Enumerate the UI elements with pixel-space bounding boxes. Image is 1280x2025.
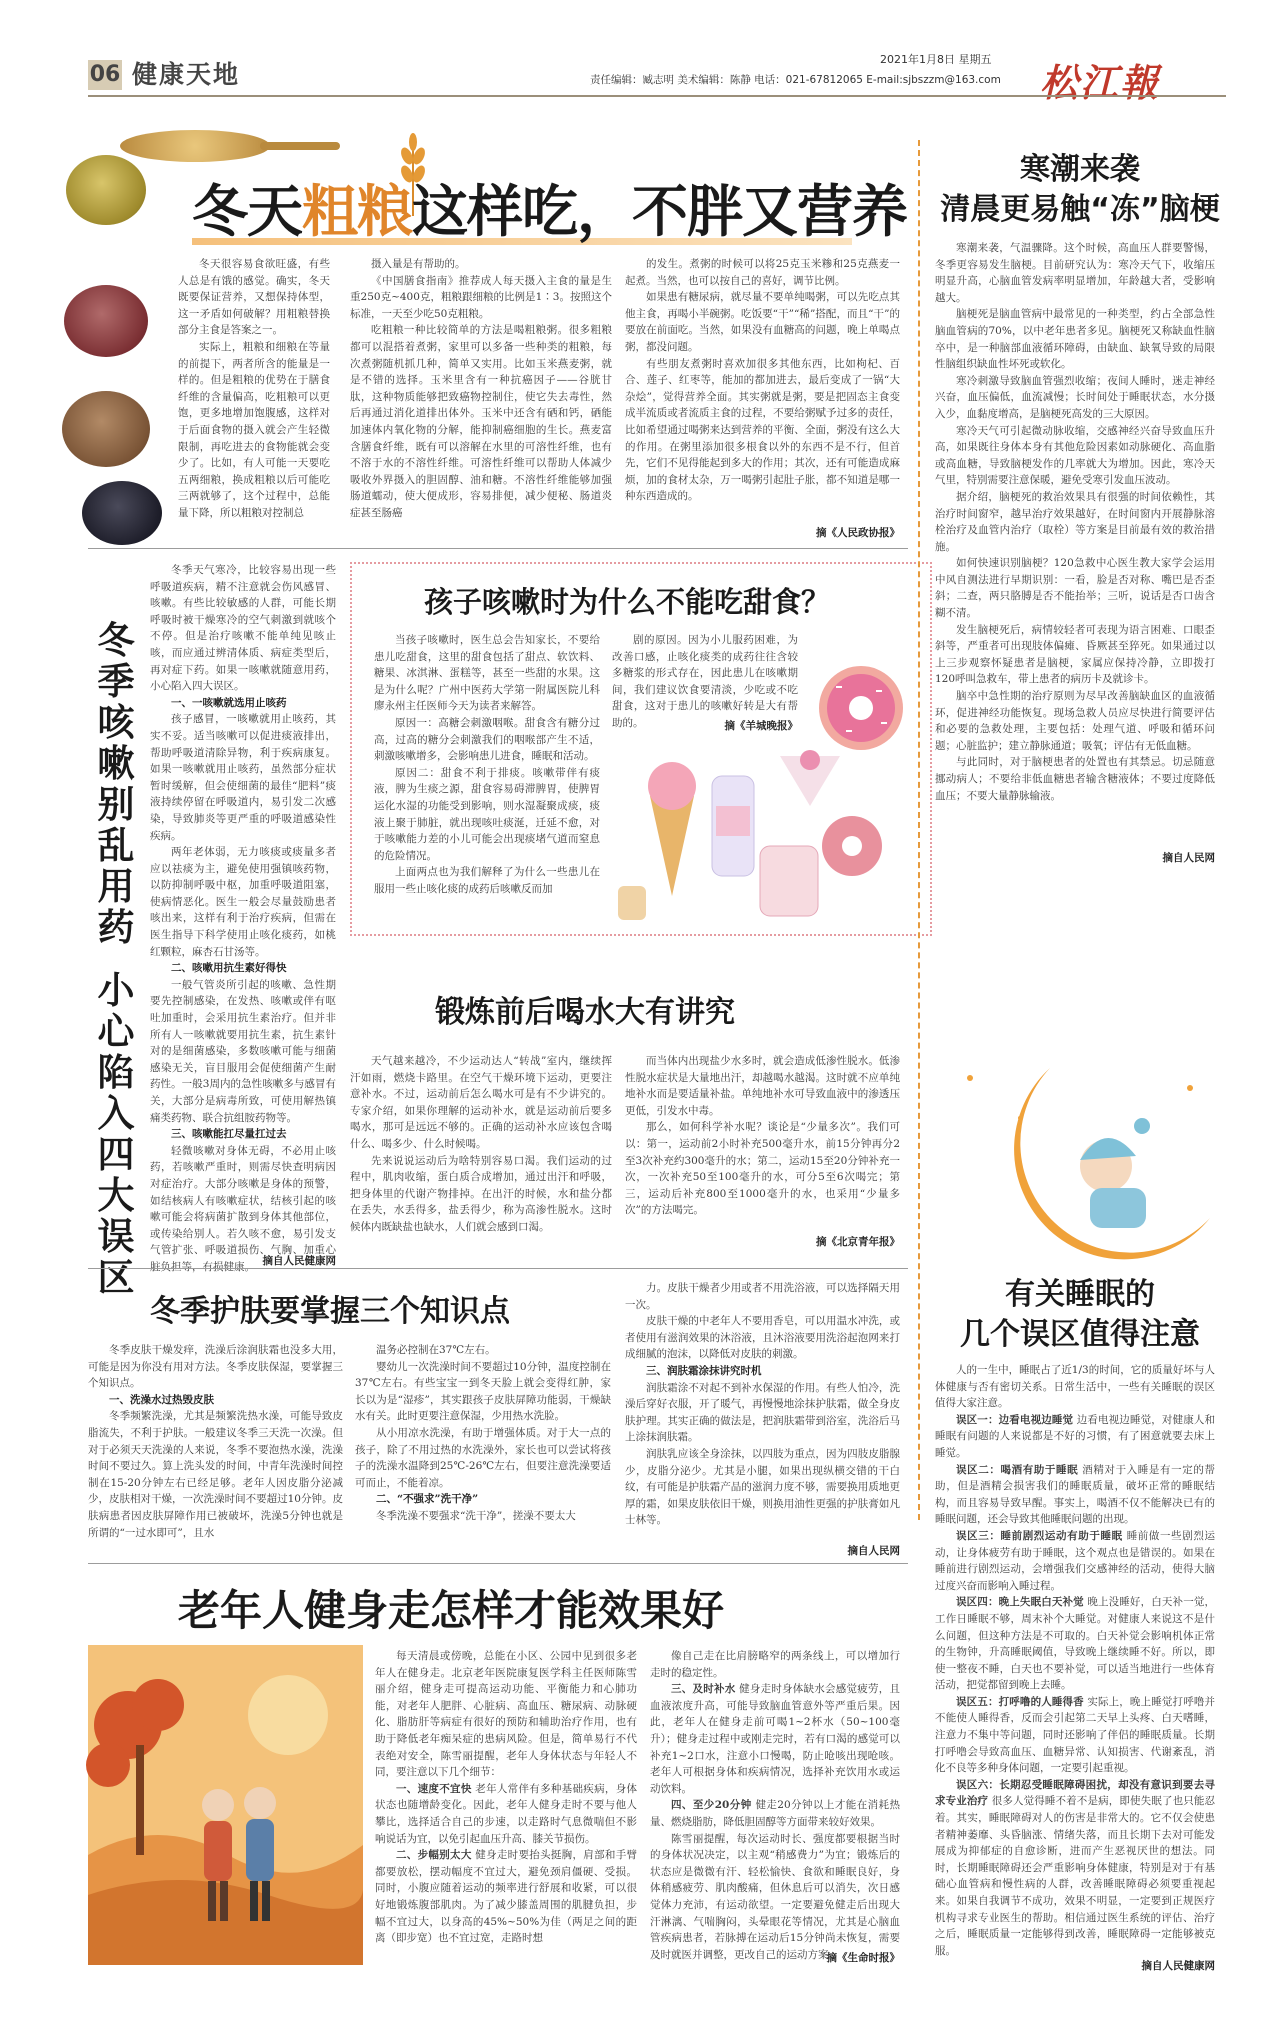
paragraph: 寒冷天气可引起微动脉收缩，交感神经兴奋导致血压升高，如果既往身体本身有其他危险因素如动脉硬化、高血脂或高血糖，导致脑梗发作的几率就大为增加。因此，寒冷天气里，特别需要注意保暖，避免受寒引发血压波动。 — [935, 424, 1215, 487]
paragraph-text: 边看电视边睡觉，对健康人和睡眠有问题的人来说都是不好的习惯，有了困意就要去床上睡觉。 — [935, 1413, 1216, 1459]
paragraph-text: 酒精对于入睡是有一定的帮助，但是酒精会损害我们的睡眠质量，破坏正常的睡眠结构，而且容易导致早醒。事实上，喝酒不仅不能解决已有的睡眠问题，还会导致其他睡眠问题的出现。 — [935, 1463, 1216, 1526]
kids-sweets-headline: 孩子咳嗽时为什么不能吃甜食？ — [423, 585, 830, 619]
paragraph: 冬季天气寒冷，比较容易出现一些呼吸道疾病，精不注意就会伤风感冒、咳嗽。有些比较敏感的人群，可能长期呼吸时被干燥寒冷的空气刺激到就咳个不停。但是治疗咳嗽不能单纯见咳止咳，而应通过辨清体质、病症类型后，再对症下药。如果一咳嗽就随意用药，小心陷入四大误区。 — [150, 564, 336, 693]
paragraph: 冬季洗澡不要强求“洗干净”，搓澡不要太大 — [376, 1509, 576, 1522]
paragraph: 而当体内出现盐少水多时，就会造成低渗性脱水。低渗性脱水症状是大量地出汗，却越喝水越渴。这时就不应单纯地补水而是要适量补盐。单纯地补水可导致血液中的渗透压更低，引发水中毒。 — [625, 1055, 900, 1117]
paragraph: 发生脑梗死后，病情较轻者可表现为语言困难、口眼歪斜等，严重者可出现肢体偏瘫、昏厥甚至猝死。如果通过以上三步观察怀疑患者是脑梗，家属应保持冷静，立即拨打120呼叫急救车，带上患者的病历卡及就诊卡。 — [935, 623, 1215, 686]
paragraph-text: 健身走时身体缺水会感觉疲劳，且血液浓度升高，可能导致脑血管意外等严重后果。因此，老年人在健身走前可喝1~2杯水（50~100毫升）；健身走过程中或刚走完时，若有口渴的感觉可以补充1~2口水，注意小口慢喝，防止呛咳出现呛咳。老年人可根据身体和疾病情况，选择补充饮用水或运动饮料。 — [650, 1683, 901, 1795]
headline-char: 别 — [97, 783, 135, 826]
divider — [88, 548, 908, 549]
header-rule — [88, 95, 1226, 97]
headline-char: 陷 — [97, 1051, 135, 1094]
cold-wave-headline-line-2: 清晨更易触“冻”脑梗 — [940, 192, 1220, 227]
a5-column-2 — [355, 1342, 611, 1557]
a8-source: 摘自人民健康网 — [1141, 1960, 1215, 1972]
headline-part-2: 这样吃，不胖又营养 — [412, 180, 907, 245]
paragraph: 先来说说运动后为啥特别容易口渴。我们运动的过程中，肌肉收缩，蛋白质合成增加，通过出汗和呼吸，把身体里的代谢产物排掉。在出汗的时候，水和盐分都在丢失，水丢得多，盐丢得少，称为高渗性脱水。这时候体内既缺盐也缺水，人们就会感到口渴。 — [350, 1154, 612, 1233]
paragraph: 原因二：甜食不利于排痰。咳嗽带伴有痰液，脾为生痰之源，甜食容易碍滞脾胃，使脾胃运化水湿的功能受到影响，则水湿凝聚成痰，痰液上聚于肺脏，就出现咳吐痰涎，迁延不愈，对于咳嗽能力差的小儿可能会出现痰堵气道而窒息的危险情况。 — [374, 766, 600, 862]
paragraph — [935, 1694, 1215, 1777]
section-title: 健康天地 — [132, 60, 241, 89]
cold-wave-headline-line-1: 寒潮来袭 — [1020, 152, 1140, 187]
a3-column-1 — [374, 632, 600, 922]
headline-char: 药 — [97, 906, 135, 949]
paragraph — [935, 1462, 1215, 1528]
headline-char: 入 — [97, 1092, 135, 1135]
paragraph — [375, 1781, 637, 1847]
paragraph — [650, 1797, 900, 1830]
subheading: 四、至少20分钟 — [671, 1799, 752, 1812]
paragraph-text: 晚上没睡好，白天补一觉，工作日睡眠不够，周末补个大睡觉。对健康人来说这不是什么问题，但这种方法是不可取的。白天补觉会影响机体正常的生物钟，升高睡眠阈值，导致晚上继续睡不好。所以，即使一整夜不睡，白天也不要补觉，可以适当地进行一些体育活动，把觉都留到晚上去睡。 — [935, 1596, 1216, 1692]
red-bean-bowl — [64, 285, 148, 357]
subheading: 三、及时补水 — [671, 1683, 736, 1696]
a5-column-1 — [88, 1342, 343, 1557]
paragraph: 润肤乳应该全身涂抹，以四肢为重点，因为四肢皮脂腺少，皮脂分泌少。尤其是小腿，如果出现纵横交错的干白纹，有可能是护肤霜产品的滋润力度不够，需要换用质地更厚的霜，如果皮肤依旧干燥，则换用油性更强的护肤膏如凡士林等。 — [625, 1447, 900, 1527]
paragraph: 原因一：高糖会刺激咽喉。甜食含有糖分过高，过高的糖分会刺激我们的咽喉部产生不适，刺激咳嗽增多，会影响患儿进食，睡眠和活动。 — [374, 716, 600, 763]
headline-char: 嗽 — [97, 742, 135, 785]
paragraph: 脑卒中急性期的治疗原则为尽早改善脑缺血区的血液循环，促进神经功能恢复。现场急救人员应尽快进行简要评估和必要的急救处理，主要包括：处理气道、呼吸和循环问题；心脏监护；建立静脉通道；吸氧；评估有无低血糖。 — [935, 690, 1215, 752]
headline-char: 咳 — [97, 701, 135, 744]
exercise-water-headline: 锻炼前后喝水大有讲究 — [435, 995, 735, 1030]
subheading: 一、洗澡水过热毁皮肤 — [109, 1393, 214, 1406]
headline-char: 季 — [97, 660, 135, 703]
headline-gap — [90, 948, 142, 970]
paragraph: 那么，如何科学补水呢？谈论是“少量多次”。我们可以：第一，运动前2小时补充500毫升水，前15分钟再分2至3次补充约300毫升的水；第二，运动15至20分钟补充一次，一次补充50至100毫升的水，可分5至6次喝完；第三，运动后补充800至1000毫升的水，也采用“少量多次”的方法喝完。 — [625, 1121, 900, 1217]
headline-char: 小 — [97, 969, 135, 1012]
grain-bowls-image — [60, 125, 170, 545]
paragraph — [650, 1681, 900, 1797]
paragraph: 冬季皮肤干燥发痒，洗澡后涂润肤霜也没多大用，可能是因为你没有用对方法。冬季皮肤保湿，要掌握三个知识点。 — [88, 1344, 343, 1390]
paragraph: 一般气管炎所引起的咳嗽、急性期要先控制感染，在发热、咳嗽或伴有呕吐加重时，会采用抗生素治疗。但并非所有人一咳嗽就要用抗生素，抗生素针对的是细菌感染，多数咳嗽可能与细菌感染无关，盲目服用会促使细菌产生耐药性。一般3周内的急性咳嗽多与感冒有关，大部分是病毒所致，可使用解热镇痛类药物、联合抗组胺药物等。 — [150, 978, 336, 1124]
column-divider — [918, 140, 920, 1520]
a7-body — [935, 240, 1215, 850]
subheading: 误区五：打呼噜的人睡得香 — [956, 1695, 1084, 1708]
paragraph: 实际上，粗粮和细粮在等量的前提下，两者所含的能量是一样的。但是粗粮的优势在于膳食纤维的含量偏高，吃粗粮可以更饱，更多地增加饱腹感，这样对于后面食物的摄入就会产生轻微限制，再吃进去的食物能就会变少了。比如，有人可能一天要吃五两细粮，换成粗粮以后可能吃三两就够了，这个过程中，总能量下降，所以粗粮对控制总 — [178, 340, 330, 519]
paragraph: 冬季频繁洗澡，尤其是频繁洗热水澡，可能导致皮脂流失，不利于护肤。一般建议冬季三天洗一次澡。但对于必须天天洗澡的人来说，冬季不要泡热水澡，洗澡时间不要过久。算上洗头发的时间，中青年洗澡时间控制在15-20分钟左右已经足够。老年人因皮脂分泌减少，皮肤相对干燥，一次洗澡时间不要超过10分钟。皮肤病患者因皮肤屏障作用已被破坏，洗澡5分钟也就是所谓的“一过水即可”，且水 — [88, 1410, 343, 1539]
subheading: 三、咳嗽能扛尽量扛过去 — [171, 1128, 287, 1141]
issue-date: 2021年1月8日 星期五 — [880, 53, 992, 66]
divider — [88, 1268, 908, 1269]
paragraph: 如何快速识别脑梗？120急救中心医生教大家学会运用中风自测法进行早期识别：一看，脸是否对称、嘴巴是否歪斜；二查，两只胳膊是否不能抬举；三听，说话是否口齿含糊不清。 — [935, 557, 1215, 620]
subheading: 二、步幅别太大 — [396, 1849, 472, 1862]
paragraph: 摄入量是有帮助的。 — [371, 258, 466, 270]
subheading: 误区二：喝酒有助于睡眠 — [956, 1463, 1079, 1476]
headline-char: 四 — [97, 1133, 135, 1176]
paragraph: 当孩子咳嗽时，医生总会告知家长，不要给患儿吃甜食，这里的甜食包括了甜点、软饮料、糖果、冰淇淋、蛋糕等，甚至一些甜的水果。这是为什么呢？广州中医药大学第一附属医院儿科廖永州主任医师今天为读者来解答。 — [374, 634, 600, 713]
paragraph: 像自己走在比肩膀略窄的两条线上，可以增加行走时的稳定性。 — [650, 1650, 900, 1679]
skincare-headline: 冬季护肤要掌握三个知识点 — [150, 1294, 510, 1329]
a1-column-1 — [178, 256, 330, 540]
paragraph: 陈雪丽提醒，每次运动时长、强度都要根据当时的身体状况决定，以主观“稍感费力”为宜；锻炼后的状态应是微微有汗、轻松愉快、食欲和睡眠良好，身体稍感疲劳、肌肉酸痛，但休息后可以消失，次日感觉体力充沛，有运动欲望。一定要避免健走后出现大汗淋漓、气喘胸闷，头晕眼花等情况，尤其是心脑血管疾病患者，若脉搏在运动后15分钟尚未恢复，需要及时就医并调整，更改自己的运动方案。 — [650, 1832, 900, 1961]
paragraph: 冬天很容易食欲旺盛，有些人总是有饿的感觉。确实，冬天既要保证营养，又想保持体型，这一矛盾如何破解？用粗粮替换部分主食是答案之一。 — [178, 258, 330, 337]
paragraph: 轻微咳嗽对身体无碍，不必用止咳药，若咳嗽严重时，则需尽快查明病因对症治疗。大部分咳嗽是身体的预警，如结核病人有咳嗽症状，结核引起的咳嗽可能会将病菌扩散到身体其他部位，或传染给别人。若久咳不愈，易引发支气管扩张、呼吸道损伤、气胸、加重心脏负担等，有损健康。 — [150, 1144, 336, 1273]
paragraph: 寒潮来袭，气温骤降。这个时候，高血压人群要警惕，冬季更容易发生脑梗。目前研究认为：寒冷天气下，收缩压明显升高，心脑血管发病率明显增加，年龄越大者，受影响越大。 — [935, 242, 1215, 304]
headline-char: 区 — [97, 1256, 135, 1299]
subheading: 误区六：长期忍受睡眠障碍困扰，却没有意识到要去寻求专业治疗 — [935, 1778, 1215, 1808]
a4-source: 摘《北京青年报》 — [816, 1236, 900, 1248]
paragraph-text: 睡前做一些剧烈运动，让身体疲劳有助于睡眠，这个观点也是错误的。如果在睡前进行剧烈运动，会增强我们交感神经的活动，使得大脑过度兴奋而影响入睡过程。 — [935, 1529, 1215, 1592]
a5-source: 摘自人民网 — [847, 1545, 900, 1557]
elderly-walking-headline: 老年人健身走怎样才能效果好 — [178, 1586, 725, 1635]
a1-column-2 — [350, 256, 612, 540]
subheading: 二、“不强求”洗干净” — [376, 1493, 479, 1506]
paragraph: 寒冷刺激导致脑血管强烈收缩；夜间人睡时，迷走神经兴奋，血压偏低，血流减慢；长时间处于睡眠状态，水分摄入少，血黏度增高，是脑梗死高发的三大原因。 — [935, 374, 1215, 420]
divider — [88, 1563, 908, 1564]
paragraph: 人的一生中，睡眠占了近1/3的时间，它的质量好坏与人体健康与否有密切关系。日常生活中，一些有关睡眠的误区值得大家注意。 — [935, 1364, 1215, 1410]
paragraph — [935, 1412, 1215, 1462]
headline-char: 用 — [97, 865, 135, 908]
a6-column-1 — [375, 1648, 637, 1965]
buckwheat-bowl — [62, 391, 150, 467]
subheading: 三、润肤霜涂抹讲究时机 — [646, 1364, 762, 1377]
headline-char: 大 — [97, 1174, 135, 1217]
subheading: 二、咳嗽用抗生素好得快 — [171, 962, 287, 975]
paragraph: 《中国膳食指南》推荐成人每天摄入主食的量是生重250克~400克，粗粮跟细粮的比例是1∶3。按照这个标准，一天至少吃50克粗粮。 — [350, 274, 612, 320]
sleep-headline-line-2: 几个误区值得注意 — [960, 1317, 1200, 1352]
paragraph: 吃粗粮一种比较简单的方法是喝粗粮粥。很多粗粮都可以混搭着煮粥，家里可以多备一些种类的粗粮，每次煮粥随机抓几种，简单又实用。比如玉米燕麦粥，就是不错的选择。玉米里含有一种抗癌因子——谷胱甘肽，这种物质能够把致癌物控制住，使它失去毒性，然后再通过消化道排出体外。玉米中还含有硒和钙，硒能加速体内氧化物的分解，能抑制癌细胞的生长。燕麦富含膳食纤维，既有可以溶解在水里的可溶性纤维，也有不溶于水的不溶性纤维。可溶性纤维可以帮助人体减少吸收外界摄入的胆固醇、油和糖。不溶性纤维能够加强肠道蠕动，使大便成形，容易排便，减少便秘、肠道炎症甚至肠癌 — [350, 324, 612, 519]
paragraph: 天气越来越冷，不少运动达人“转战”室内，继续挥汗如雨，燃烧卡路里。在空气干燥环境下运动，更要注意补水。不过，运动前后怎么喝水可是有不少讲究的。专家介绍，如果你理解的运动补水，就是运动前后要多喝水，那可是远远不够的。正确的运动补水应该包含喝什么、喝多少、什么时候喝。 — [350, 1055, 612, 1150]
headline-char: 冬 — [97, 619, 135, 662]
paragraph — [935, 1777, 1215, 1960]
paragraph: 孩子感冒，一咳嗽就用止咳药，其实不妥。适当咳嗽可以促进痰液排出，帮助呼吸道清除异物，利于疾病康复。如果一咳嗽就用止咳药，虽然部分症状暂时缓解，但会使细菌的最佳“肥料”痰液持续停留在呼吸道内，易引发二次感染，导致肺炎等更严重的呼吸道感染性疾病。 — [150, 713, 336, 842]
paragraph: 有些朋友煮粥时喜欢加很多其他东西，比如枸杞、百合、莲子、红枣等，能加的都加进去，最后变成了一锅“大杂烩”，觉得营养全面。其实粥就是粥，要是把固态主食变成半流质或者流质主食的过程，不要给粥赋予过多的责任，比如希望通过喝粥来达到营养的平衡、全面，粥没有这么大的作用。在粥里添加很多根食以外的东西不是不行，但首先，它们不见得能起到多大的作用；其次，还有可能造成麻烦，加的食材太杂，万一喝粥引起肚子胀，都不知道是哪一种东西造成的。 — [625, 357, 900, 503]
paragraph — [375, 1847, 637, 1947]
page-number: 06 — [88, 60, 122, 90]
headline-char: 心 — [97, 1010, 135, 1053]
paragraph: 剧的原因。因为小儿服药困难，为改善口感，止咳化痰类的成药往往含较多糖浆的形式存在，因此患儿在咳嗽期间，我们建议饮食要清淡，少吃或不吃甜食，这对于患儿的咳嗽好转是大有帮助的。 — [612, 634, 798, 729]
a4-column-1 — [350, 1053, 612, 1233]
paragraph-text: 健走20分钟以上才能在消耗热量、燃烧脂肪，降低胆固醇等方面带来较好效果。 — [650, 1799, 900, 1828]
paragraph: 如果患有糖尿病，就尽量不要单纯喝粥，可以先吃点其他主食，再喝小半碗粥。吃饭要“干”“稀”搭配，而且“干”的要放在前面吃。当然，如果没有血糖高的问题，晚上单喝点粥，都没问题。 — [625, 291, 900, 353]
subheading: 误区一：边看电视边睡觉 — [956, 1413, 1074, 1426]
a2-source: 摘自人民健康网 — [262, 1255, 336, 1267]
paragraph: 温务必控制在37℃左右。 — [376, 1344, 496, 1356]
paragraph — [935, 1528, 1215, 1594]
paragraph: 上面两点也为我们解释了为什么一些患儿在服用一些止咳化痰的成药后咳嗽反而加 — [374, 866, 600, 895]
grain-spoon-image — [120, 124, 330, 174]
headline-highlight: 粗粮 — [302, 180, 412, 245]
a4-column-2 — [625, 1053, 900, 1233]
a3-source: 摘《羊城晚报》 — [724, 720, 798, 732]
paragraph-text: 实际上，晚上睡觉打呼噜并不能使人睡得香，反而会引起第二天早上头疼、白天嗜睡，注意力不集中等问题，同时还影响了伴侣的睡眠质量。长期打呼噜会导致高血压、血糖异常、认知损害、代谢紊乱，消化不良等多种身体问题，一定要引起重视。 — [935, 1695, 1216, 1775]
subheading: 误区四：晚上失眠白天补觉 — [956, 1596, 1084, 1609]
a6-source: 摘《生命时报》 — [826, 1952, 900, 1964]
black-bean-bowl — [82, 481, 162, 545]
paragraph: 每天清晨或傍晚，总能在小区、公园中见到很多老年人在健身走。北京老年医院康复医学科主任医师陈雪丽介绍，健身走可提高运动功能、平衡能力和心肺功能，对老年人肥胖、心脏病、高血压、糖尿病、动脉硬化、脂肪肝等病症有很好的预防和辅助治疗作用，也有助于降低老年痴呆症的患病风险。但是，简单易行不代表绝对安全，陈雪丽提醒，老年人身体状态与年轻人不同，要注意以下几个细节： — [375, 1650, 637, 1779]
a7-source: 摘自人民网 — [1162, 852, 1215, 864]
sweets-illustration — [610, 736, 920, 926]
paragraph: 与此同时，对于脑梗患者的处置也有其禁忌。切忌随意挪动病人；不要给非低血糖患者输含糖液体；不要过度降低血压；不要大量静脉输液。 — [935, 756, 1215, 802]
paragraph-text: 老年人常伴有多种基础疾病，身体状态也随增龄变化。因此，老年人健身走时不要与他人攀比，选择适合自己的步速，以走路时气息微喘但不影响说话为宜，以免引起血压升高、膝关节损伤。 — [375, 1782, 638, 1845]
editor-info: 责任编辑：臧志明 美术编辑：陈静 电话：021-67812065 E-mail:sjbszzm@163.com — [590, 74, 1001, 86]
paragraph: 从小用凉水洗澡，有助于增强体质。对于大一点的孩子，除了不用过热的水洗澡外，家长也可以尝试将孩子的洗澡水温降到25℃-26℃左右，但要注意洗澡要适可而止，不能着凉。 — [355, 1426, 611, 1489]
newspaper-masthead: 松江報 — [1040, 60, 1161, 105]
a1-source: 摘《人民政协报》 — [816, 527, 900, 539]
a5-column-3 — [625, 1280, 900, 1542]
sleep-headline-line-1: 有关睡眠的 — [1005, 1277, 1155, 1312]
paragraph-text: 很多人觉得睡不着不是病，即使失眠了也只能忍着。其实，睡眠障碍对人的伤害是非常大的。它不仅会使患者精神萎靡、头昏脑涨、情绪失落，而且长期下去对可能发展成为抑郁症的自愈诊断，进而产生恶视厌世的想法。同时，长期睡眠障碍还会严重影响身体健康，特别是对于有基础心血管病和慢性病的人群，改善睡眠障碍必须要重视起来。如果自我调节不成功，效果不明显，一定要到正规医疗机构寻求专业医生的帮助。相信通过医生系统的评估、治疗之后，睡眠质量一定能够得到改善，睡眠障碍一定能够被克服。 — [935, 1795, 1215, 1957]
headline-char: 误 — [97, 1215, 135, 1258]
paragraph: 力。皮肤干燥者少用或者不用洗浴液，可以选择隔天用一次。 — [625, 1282, 900, 1311]
subheading: 一、速度不宜快 — [396, 1782, 472, 1795]
paragraph: 婴幼儿一次洗澡时间不要超过10分钟，温度控制在37℃左右。有些宝宝一到冬天脸上就会变得红肿，家长以为是“湿疹”，其实跟孩子皮肤屏障功能弱，干燥缺水有关。此时更要注意保湿，少用热水洗脸。 — [355, 1360, 611, 1423]
headline-coarse-grains — [192, 168, 907, 248]
paragraph: 皮肤干燥的中老年人不要用香皂，可以用温水冲洗，或者使用有滋润效果的沐浴液，且沐浴液要用洗浴起泡网来打成细腻的泡沫，以降低对皮肤的刺激。 — [625, 1315, 900, 1361]
paragraph: 两年老体弱，无力咳痰或痰量多者应以祛痰为主，避免使用强镇咳药物，以防抑制呼吸中枢，加重呼吸道阻塞，使病情恶化。医生一般会尽量鼓励患者咳出来，这样有利于治疗疾病，但需在医生指导下科学使用止咳化痰药，如桃红颗粒，麻杏石甘汤等。 — [150, 846, 336, 958]
winter-cough-headline — [90, 620, 142, 1298]
subheading: 误区三：睡前剧烈运动有助于睡眠 — [956, 1529, 1123, 1542]
paragraph: 的发生。煮粥的时候可以将25克玉米糁和25克燕麦一起煮。当然，也可以按自己的喜好，调节比例。 — [625, 258, 900, 287]
a1-column-3 — [625, 256, 900, 524]
paragraph: 脑梗死是脑血管病中最常见的一种类型，约占全部急性脑血管病的70%，以中老年患者多见。脑梗死又称缺血性脑卒中，是一种脑部血液循环障碍，由缺血、缺氧导致的局限性脑组织缺血性坏死或软化。 — [935, 308, 1215, 371]
headline-char: 乱 — [97, 824, 135, 867]
paragraph: 据介绍，脑梗死的救治效果具有很强的时间依赖性，其治疗时间窗窄，越早治疗效果越好，在时间窗内开展静脉溶栓治疗及血管内治疗（取栓）等方案是目前最有效的救治措施。 — [935, 490, 1215, 553]
paragraph: 润肤霜涂不对起不到补水保湿的作用。有些人怕冷，洗澡后穿好衣服，开了暖气，再慢慢地涂抹护肤霜，做全身皮肤护理。其实正确的做法是，把润肤霜带到浴室，洗浴后马上涂抹润肤霜。 — [625, 1381, 900, 1444]
subheading: 一、一咳嗽就选用止咳药 — [171, 696, 287, 709]
headline-part-1: 冬天 — [192, 180, 302, 245]
elderly-couple-illustration — [88, 1645, 363, 1965]
moon-sleeping-child-illustration — [930, 1048, 1230, 1288]
paragraph — [935, 1594, 1215, 1694]
a8-body — [935, 1362, 1215, 1955]
paragraph-text: 健身走时要抬头挺胸，肩部和手臂都要放松，摆动幅度不宜过大，避免颈肩僵硬、受损。同时，小腹应随着运动的频率进行舒展和收紧，可以很好地锻炼腹部肌肉。为了减少膝盖周围的肌腱负担，步幅不宜过大，以身高的45%~50%为佳（两足之间的距离（即步宽）也不宜过宽，走路时想 — [375, 1849, 638, 1945]
